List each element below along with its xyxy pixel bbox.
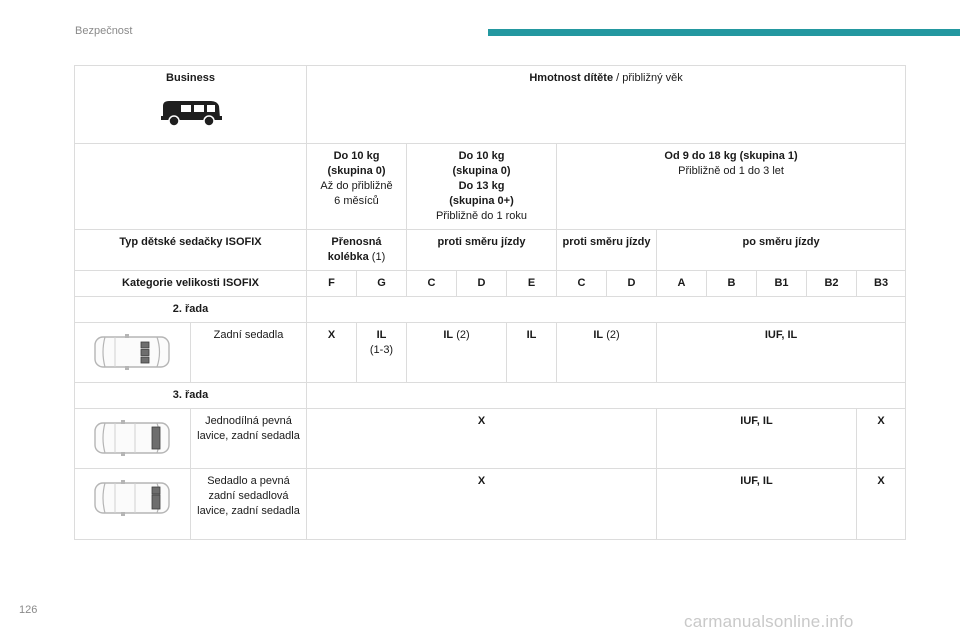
value-note: (2) bbox=[603, 329, 620, 341]
car-row-3-bench-icon bbox=[91, 417, 175, 459]
value-cell: IUF, IL bbox=[657, 409, 857, 469]
value-note: (1-3) bbox=[369, 344, 394, 356]
table-row bbox=[75, 383, 906, 409]
table-row bbox=[75, 271, 906, 297]
size-class-cell: C bbox=[407, 271, 457, 297]
row-2-title: 2. řada bbox=[75, 297, 307, 323]
type-label: Typ dětské sedačky ISOFIX bbox=[75, 230, 307, 271]
group-0plus-name-1: (skupina 0) bbox=[452, 165, 511, 177]
value-il: IL bbox=[376, 329, 387, 341]
value-cell: IL bbox=[507, 323, 557, 383]
group-0-weight: Do 10 kg bbox=[333, 150, 380, 162]
value-il: IL bbox=[443, 329, 454, 341]
value-cell: X bbox=[307, 323, 357, 383]
weight-header bbox=[307, 66, 906, 144]
value-cell: IUF, IL bbox=[657, 323, 906, 383]
table-row bbox=[75, 323, 906, 383]
empty-cell bbox=[307, 297, 906, 323]
empty-cell bbox=[75, 144, 307, 230]
group-1-age: Přibližně od 1 do 3 let bbox=[678, 165, 784, 177]
rear-facing-cell: proti směru jízdy bbox=[407, 230, 557, 271]
seat-name: Zadní sedadla bbox=[191, 323, 307, 383]
size-label: Kategorie velikosti ISOFIX bbox=[75, 271, 307, 297]
group-0-name: (skupina 0) bbox=[327, 165, 386, 177]
carrycot-label: Přenosná kolébka bbox=[327, 236, 382, 263]
value-cell bbox=[557, 323, 657, 383]
size-class-cell: B3 bbox=[857, 271, 906, 297]
car-diagram-cell bbox=[75, 469, 191, 540]
size-class-cell: C bbox=[557, 271, 607, 297]
size-class-cell: B2 bbox=[807, 271, 857, 297]
group-0-cell bbox=[307, 144, 407, 230]
size-class-cell: B bbox=[707, 271, 757, 297]
table-row bbox=[75, 297, 906, 323]
car-diagram-cell bbox=[75, 323, 191, 383]
group-1-cell bbox=[557, 144, 906, 230]
value-cell bbox=[357, 323, 407, 383]
car-row-3-seat-bench-icon bbox=[91, 477, 175, 519]
seat-name: Jednodílná pevná lavice, zadní sedadla bbox=[191, 409, 307, 469]
forward-facing-cell: po směru jízdy bbox=[657, 230, 906, 271]
value-cell bbox=[407, 323, 507, 383]
empty-cell bbox=[307, 383, 906, 409]
value-cell: X bbox=[857, 409, 906, 469]
group-0plus-cell bbox=[407, 144, 557, 230]
carrycot-cell bbox=[307, 230, 407, 271]
seat-name: Sedadlo a pevná zadní sedadlová lavice, zadní sedadla bbox=[191, 469, 307, 540]
table-row bbox=[75, 66, 906, 144]
page-number: 126 bbox=[19, 604, 38, 616]
value-cell: IUF, IL bbox=[657, 469, 857, 540]
carrycot-note: (1) bbox=[368, 251, 386, 263]
weight-subtitle: / přibližný věk bbox=[613, 72, 683, 84]
value-note: (2) bbox=[453, 329, 470, 341]
size-class-cell: F bbox=[307, 271, 357, 297]
watermark: carmanualsonline.info bbox=[684, 612, 854, 631]
size-class-cell: A bbox=[657, 271, 707, 297]
van-icon bbox=[159, 96, 223, 128]
value-il: IL bbox=[593, 329, 604, 341]
rear-facing-cell: proti směru jízdy bbox=[557, 230, 657, 271]
size-class-cell: B1 bbox=[757, 271, 807, 297]
table-row bbox=[75, 230, 906, 271]
group-0plus-name-2: (skupina 0+) bbox=[449, 195, 514, 207]
size-class-cell: E bbox=[507, 271, 557, 297]
size-class-cell: D bbox=[457, 271, 507, 297]
isofix-table bbox=[74, 65, 906, 540]
row-3-title: 3. řada bbox=[75, 383, 307, 409]
size-class-cell: G bbox=[357, 271, 407, 297]
accent-bar bbox=[488, 29, 960, 36]
weight-title: Hmotnost dítěte bbox=[529, 72, 614, 84]
value-cell: X bbox=[307, 469, 657, 540]
car-row-2-icon bbox=[91, 331, 175, 373]
corner-cell bbox=[75, 66, 307, 144]
value-cell: X bbox=[307, 409, 657, 469]
group-0plus-weight-1: Do 10 kg bbox=[458, 150, 505, 162]
size-class-cell: D bbox=[607, 271, 657, 297]
group-0plus-weight-2: Do 13 kg bbox=[458, 180, 505, 192]
group-0-age-1: Až do přibližně bbox=[320, 180, 393, 192]
group-0plus-age: Přibližně do 1 roku bbox=[435, 210, 528, 222]
table-row bbox=[75, 409, 906, 469]
table-row bbox=[75, 469, 906, 540]
group-0-age-2: 6 měsíců bbox=[334, 195, 379, 207]
section-label: Bezpečnost bbox=[75, 25, 133, 37]
table-row bbox=[75, 144, 906, 230]
value-cell: X bbox=[857, 469, 906, 540]
car-diagram-cell bbox=[75, 409, 191, 469]
corner-title: Business bbox=[166, 72, 215, 84]
group-1-weight: Od 9 do 18 kg (skupina 1) bbox=[664, 150, 798, 162]
